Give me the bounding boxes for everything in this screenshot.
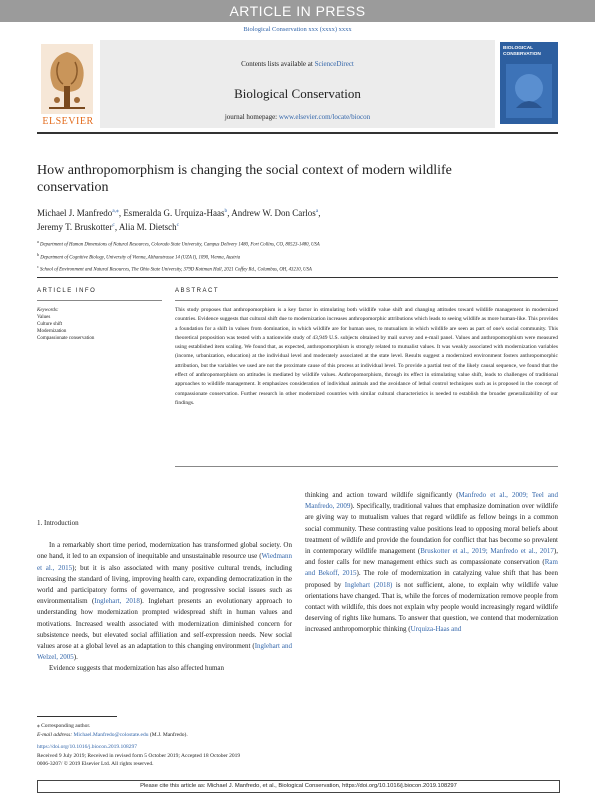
abstract-text: This study proposes that anthropomorphism is a key factor in stimulating both wildlife value shift and changing attitudes toward wildlife management in modernized countries. Evidence suggests that cultural shift due to modernization increases anthropomorphic attributions which leads to seeing wildlife as more human-like. This provides a foundation for a shift in values from domination, in which wildlife are for human uses, to mutualism in which wildlife are seen as part of one's social community. This theoretical proposition was tested with a nationwide study of 43,949 U.S. subjects obtained by mail survey and e-mail panel. Values and anthropomorphism were measured using established item scaling. We found that, as expected, anthropomorphism is strongly related to mutualist values. It was weakly associated with modernization variables (income, urbanization, education) at the individual level and moderately associated at the state level. Results suggest a modernized environment fosters anthropomorphic attribution, but the variables we used are not the proximate cause of this process at individual level. To provide a partial test of the likely causal sequence, we found that the effect of anthropomorphism on attitudes is mediated by wildlife values. Anthropomorphism, through its effect in stimulating value shift, leads to challenges of traditional approaches to wildlife management. It emphasizes consideration of individual animals and the avoidance of lethal control techniques such as is proposed in the concept of compassionate conservation. Further research in other modernized countries with similar cultural characteristics is needed to establish the broader generalizability of our findings. (175, 307, 558, 406)
journal-reference[interactable]: Biological Conservation xxx (xxxx) xxxx (243, 26, 352, 33)
cover-art-icon (506, 64, 552, 118)
email-note: E-mail address: Michael.Manfredo@colostate.edu (M.J. Manfredo). (37, 731, 188, 738)
affiliation: $^a$ Department of Human Dimensions of Natural Resources, Colorado State University, Campus Delivery 1480, Fort Collins, CO, 80523-1480, USA (37, 239, 320, 248)
affiliation: $^c$ School of Environment and Natural Resources, The Ohio State University, 379D Kottman Hall, 2021 Coffey Rd., Columbus, OH, 43210, USA (37, 264, 312, 273)
author-affil-mark[interactable]: a,⁎ (112, 208, 119, 214)
keyword: Compassionate conservation (37, 336, 95, 341)
paragraph: thinking and action toward wildlife significantly (Manfredo et al., 2009; Teel and Manfredo, 2009). Specifically, traditional values that emphasize domination over wildlife are giving way to mutualism values that regard wildlife as fellow beings in a common social community. These contrasting value positions lead to opposing moral beliefs about treatment of wildlife and provide the foundation for conflict that has become so prevalent in contemporary wildlife management (Bruskotter et al., 2019; Manfredo et al., 2017), and foster calls for new management ethics such as compassionate conservation (Ram and Bekoff, 2015). The role of modernization in catalyzing value shift that has been proposed by Inglehart (2018) is not sufficient, alone, to explain why wildlife value orientations have changed. That is, while the forces of modernization remove people from contact with wildlife, this does not explain why people would increasingly regard wildlife deserving of rights like humans. To answer that question, we contend that modernization increased anthropomorphic thinking (Urquiza-Haas and (305, 491, 558, 634)
citation-link[interactable]: Urquiza-Haas and (410, 625, 462, 634)
citation-link[interactable]: Inglehart and Welzel, 2005 (37, 642, 293, 662)
elsevier-wordmark: ELSEVIER (42, 116, 94, 127)
author-list: Michael J. Manfredo$^{a,⁎}$, Esmeralda G. Urquiza-Haas$^b$, Andrew W. Don Carlos$^a$, Jeremy T. Bruskotter$^c$, Alia M. Dietsch$^c$ (37, 208, 321, 232)
citation-link[interactable]: Manfredo et al., 2009; Teel and Manfredo, 2009 (305, 491, 558, 511)
author-name: Andrew W. Don Carlos (231, 208, 316, 218)
header-rule (37, 132, 558, 134)
keywords-title: Keywords: (37, 308, 59, 313)
copyright-line: 0006-3207/ © 2019 Elsevier Ltd. All rights reserved. (37, 761, 154, 767)
affiliation: $^b$ Department of Cognitive Biology, University of Vienna, Althanstrasse 14 (UZA I), 1090, Vienna, Austria (37, 251, 241, 261)
footnotes (37, 722, 297, 739)
citation-box: Please cite this article as: Michael J. Manfredo, et al., Biological Conservation, https://doi.org/10.1016/j.biocon.2019.108297 (37, 780, 560, 793)
author-affil-mark[interactable]: a (315, 208, 319, 214)
received-dates: Received 9 July 2019; Received in revised form 5 October 2019; Accepted 18 October 2019 (37, 752, 241, 759)
affiliations (37, 237, 558, 275)
journal-name: Biological Conservation (234, 86, 361, 101)
corresponding-author-note: ⁎ Corresponding author. (37, 723, 91, 729)
article-title: How anthropomorphism is changing the social context of modern wildlife conservation (37, 163, 452, 195)
body-column-right (305, 490, 558, 636)
body-column-left (37, 518, 292, 675)
publication-info (37, 743, 357, 769)
citation-link[interactable]: Ram and Bekoff, 2015 (305, 558, 558, 578)
sciencedirect-link[interactable]: ScienceDirect (314, 60, 354, 68)
journal-cover-thumbnail (500, 42, 558, 124)
article-in-press-banner: ARTICLE IN PRESS (0, 0, 595, 22)
citation-link[interactable]: Wiedmann et al., 2015 (37, 552, 292, 572)
abstract-end-rule (175, 466, 558, 467)
abstract-rule (175, 300, 558, 301)
article-info-rule (37, 300, 162, 301)
elsevier-tree-logo (37, 42, 97, 126)
keyword: Modernization (37, 329, 67, 334)
keyword: Culture shift (37, 322, 63, 327)
doi-link[interactable]: https://doi.org/10.1016/j.biocon.2019.108297 (37, 744, 137, 750)
keyword: Values (37, 315, 51, 320)
author-affil-mark[interactable]: b (224, 208, 228, 214)
author-affil-mark[interactable]: c (176, 222, 180, 228)
author-name: Michael J. Manfredo (37, 208, 113, 218)
citation-link[interactable]: Inglehart, 2018 (94, 597, 140, 606)
article-info-label: ARTICLE INFO (37, 288, 97, 294)
citation-link[interactable]: Inglehart (2018) (344, 580, 393, 589)
email-link[interactable]: Michael.Manfredo@colostate.edu (73, 731, 149, 738)
author-name: Jeremy T. Bruskotter (37, 222, 113, 232)
abstract-label: ABSTRACT (175, 288, 220, 294)
journal-homepage: journal homepage: www.elsevier.com/locate/biocon (224, 113, 371, 121)
author-affil-mark[interactable]: c (112, 222, 115, 228)
footnote-rule (37, 716, 117, 717)
cover-title: BIOLOGICAL CONSERVATION (503, 46, 541, 57)
citation-link[interactable]: Bruskotter et al., 2019; Manfredo et al., 2017 (420, 547, 554, 556)
section-rule (37, 277, 558, 278)
author-name: Esmeralda G. Urquiza-Haas (123, 208, 225, 218)
section-heading: 1. Introduction (37, 519, 79, 527)
paragraph: Evidence suggests that modernization has also affected human (49, 664, 225, 673)
keywords-block (37, 307, 167, 342)
homepage-link[interactable]: www.elsevier.com/locate/biocon (278, 113, 371, 121)
author-name: Alia M. Dietsch (118, 222, 177, 232)
paragraph: In a remarkably short time period, modernization has transformed global society. On one hand, it led to an expansion of inequitable and unsustainable resource use (Wiedmann et al., 2015); but it is also associated with many positive cultural trends, including increasing the standard of living, improving health care, expanding democratization in the world and participatory forms of governance, and progressive social issues such as environmentalism (Inglehart, 2018). Inglehart presents an evolutionary approach to understanding how modernization prompted widespread shift in human values and motivations. Increased wealth associated with modernization diminished concern for subsistence needs, but elevated social affiliation and self-expression needs. New social values arose at a global level as an adaptation to this changing environment (Inglehart and Welzel, 2005). (37, 541, 293, 662)
contents-line: Contents lists available at ScienceDirect (241, 60, 354, 68)
